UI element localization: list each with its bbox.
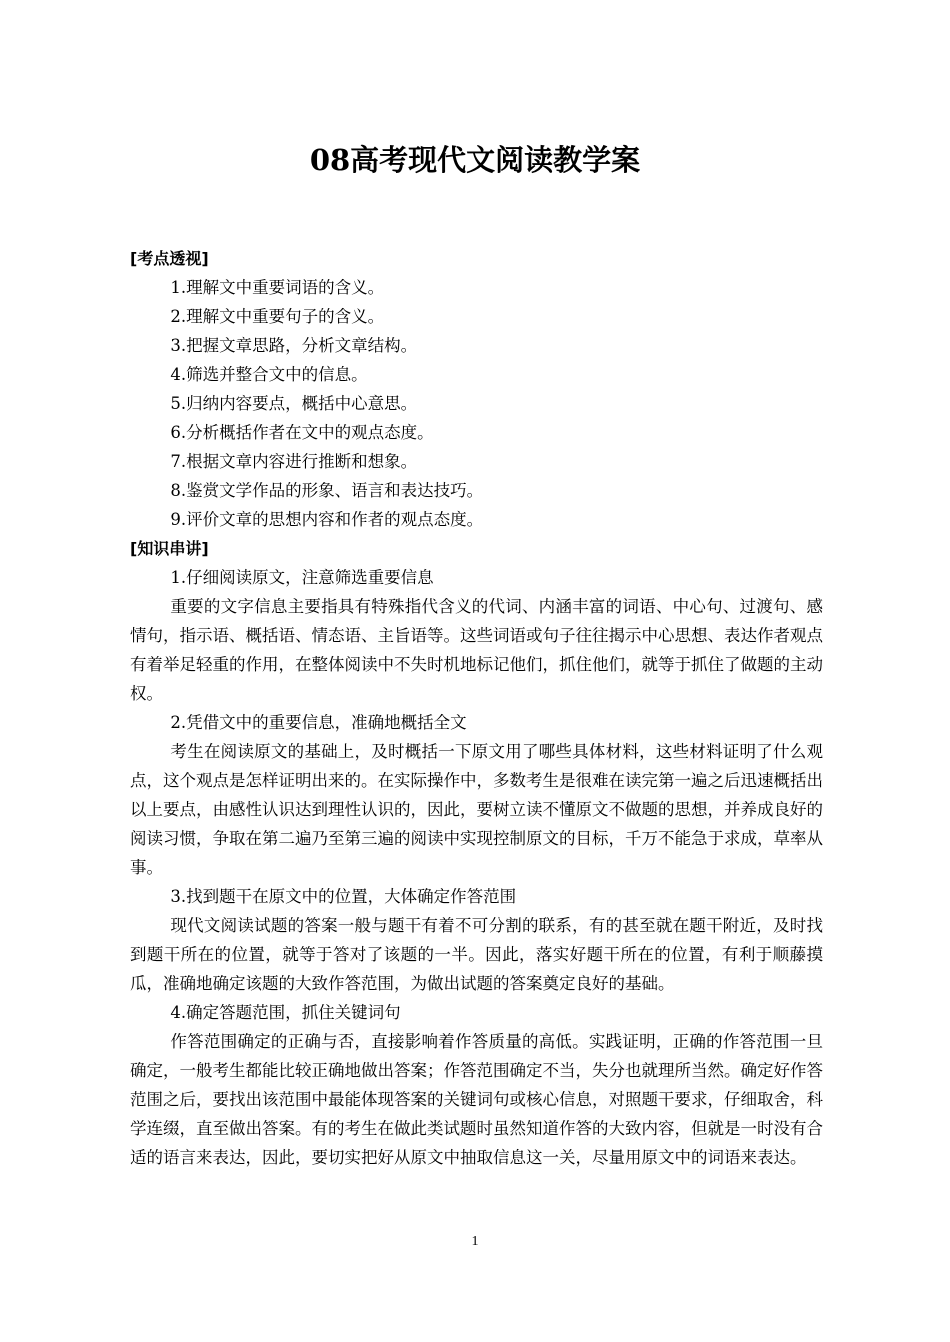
subheading: 1.仔细阅读原文，注意筛选重要信息 [170, 568, 434, 587]
subheading: 4.确定答题范围，抓住关键词句 [170, 1003, 401, 1022]
list-item: 1.理解文中重要词语的含义。 [170, 278, 385, 297]
document-body [130, 244, 823, 1172]
list-item: 9.评价文章的思想内容和作者的观点态度。 [170, 510, 484, 529]
body-paragraph: 重要的文字信息主要指具有特殊指代含义的代词、内涵丰富的词语、中心句、过渡句、感情句，指示语、概括语、情态语、主旨语等。这些词语或句子往往揭示中心思想、表达作者观点有着举足轻重的作用，在整体阅读中不失时机地标记他们，抓住他们，就等于抓住了做题的主动权。 [130, 597, 823, 703]
section-heading-zhishi: [知识串讲] [130, 539, 209, 558]
section-heading-kaodian: [考点透视] [130, 249, 209, 268]
subheading: 3.找到题干在原文中的位置，大体确定作答范围 [170, 887, 517, 906]
list-item: 4.筛选并整合文中的信息。 [170, 365, 368, 384]
list-item: 2.理解文中重要句子的含义。 [170, 307, 385, 326]
document-title: 08高考现代文阅读教学案 [309, 143, 641, 177]
list-item: 7.根据文章内容进行推断和想象。 [170, 452, 418, 471]
body-paragraph: 考生在阅读原文的基础上，及时概括一下原文用了哪些具体材料，这些材料证明了什么观点，这个观点是怎样证明出来的。在实际操作中，多数考生是很难在读完第一遍之后迅速概括出以上要点，由感性认识达到理性认识的，因此，要树立读不懂原文不做题的思想，并养成良好的阅读习惯，争取在第二遍乃至第三遍的阅读中实现控制原文的目标，千万不能急于求成，草率从事。 [130, 742, 823, 877]
list-item: 8.鉴赏文学作品的形象、语言和表达技巧。 [170, 481, 484, 500]
body-paragraph: 作答范围确定的正确与否，直接影响着作答质量的高低。实践证明，正确的作答范围一旦确定，一般考生都能比较正确地做出答案；作答范围确定不当，失分也就理所当然。确定好作答范围之后，要找出该范围中最能体现答案的关键词句或核心信息，对照题干要求，仔细取舍，科学连缀，直至做出答案。有的考生在做此类试题时虽然知道作答的大致内容，但就是一时没有合适的语言来表达，因此，要切实把好从原文中抽取信息这一关，尽量用原文中的词语来表达。 [130, 1032, 823, 1167]
list-item: 6.分析概括作者在文中的观点态度。 [170, 423, 434, 442]
list-item: 5.归纳内容要点，概括中心意思。 [170, 394, 418, 413]
subheading: 2.凭借文中的重要信息，准确地概括全文 [170, 713, 467, 732]
list-item: 3.把握文章思路，分析文章结构。 [170, 336, 418, 355]
page-number: 1 [471, 1234, 479, 1249]
body-paragraph: 现代文阅读试题的答案一般与题干有着不可分割的联系，有的甚至就在题干附近，及时找到题干所在的位置，就等于答对了该题的一半。因此，落实好题干所在的位置，有利于顺藤摸瓜，准确地确定该题的大致作答范围，为做出试题的答案奠定良好的基础。 [130, 916, 823, 993]
